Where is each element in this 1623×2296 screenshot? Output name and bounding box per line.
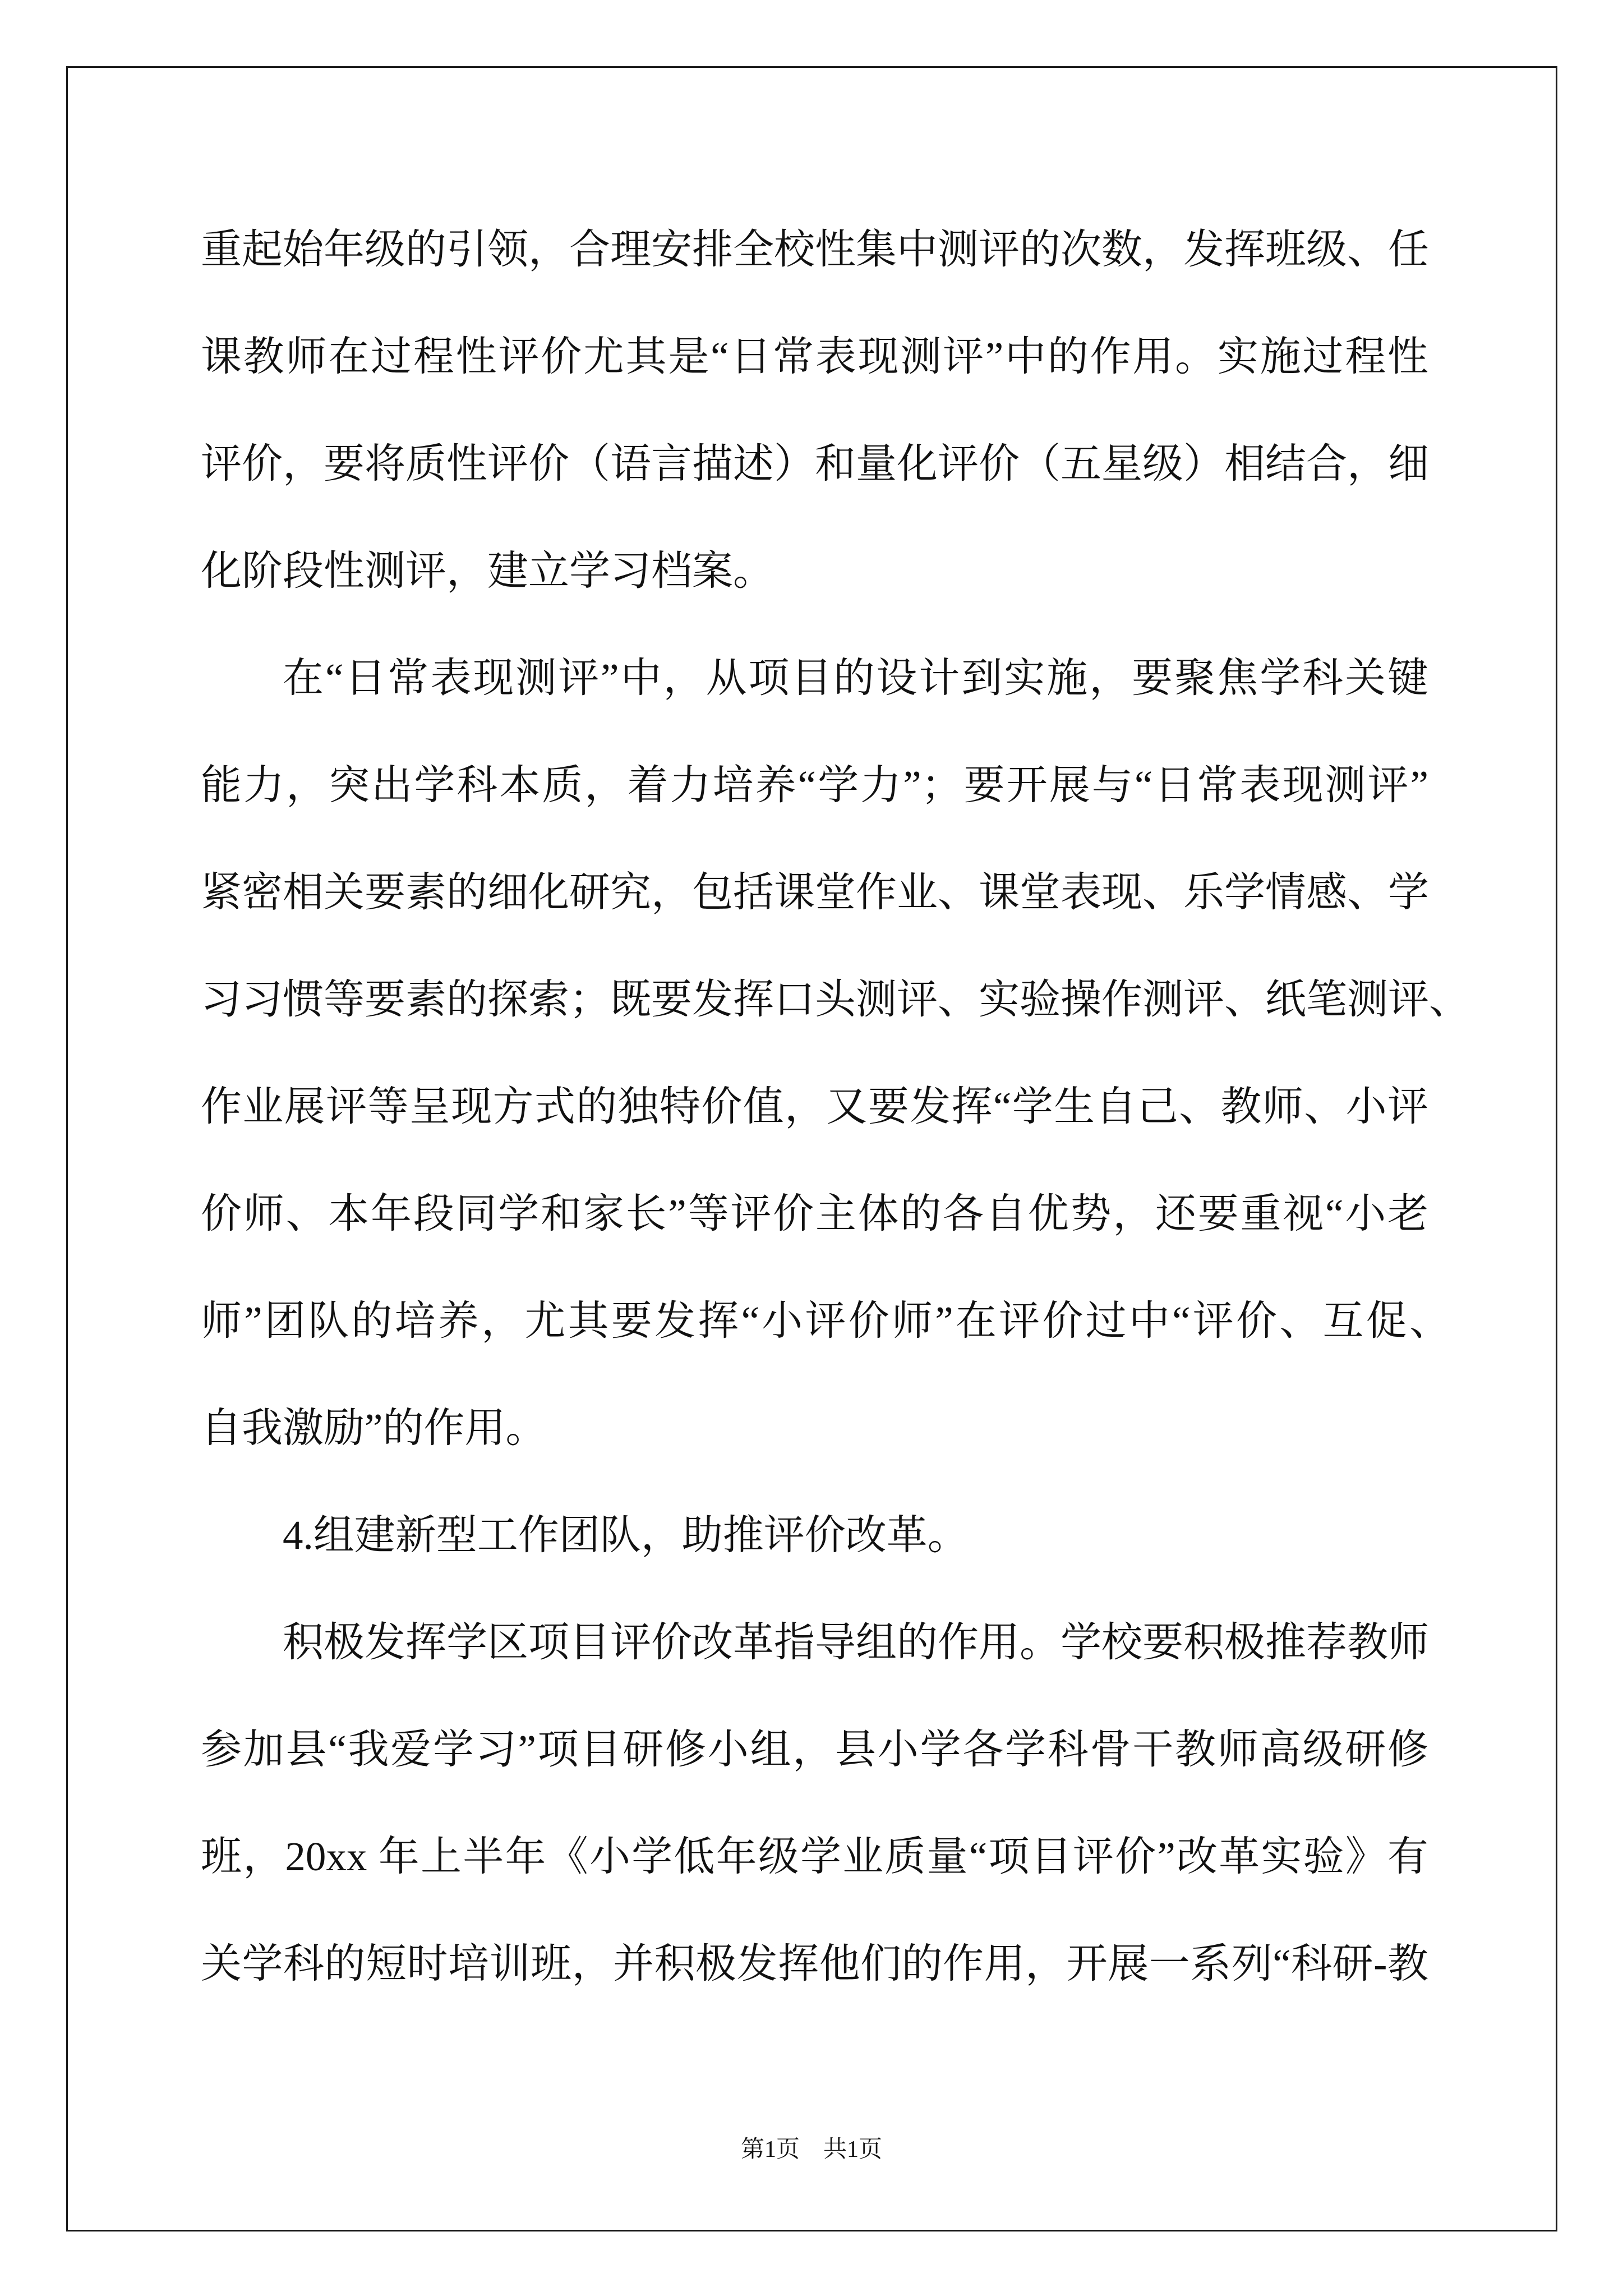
text-line: 化阶段性测评，建立学习档案。 bbox=[201, 548, 774, 593]
paragraph bbox=[201, 1589, 1428, 2017]
text-line: 积极发挥学区项目评价改革指导组的作用。学校要积极推荐教师 bbox=[283, 1619, 1429, 1665]
document-body bbox=[201, 196, 1470, 2017]
text-line: 紧密相关要素的细化研究，包括课堂作业、课堂表现、乐学情感、学 bbox=[201, 869, 1429, 915]
text-line: 价师、本年段同学和家长”等评价主体的各自优势，还要重视“小老 bbox=[201, 1191, 1428, 1236]
text-line: 课教师在过程性评价尤其是“日常表现测评”中的作用。实施过程性 bbox=[201, 334, 1428, 379]
text-line: 在“日常表现测评”中，从项目的设计到实施，要聚焦学科关键 bbox=[283, 655, 1428, 701]
text-line: 习习惯等要素的探索；既要发挥口头测评、实验操作测评、纸笔测评、 bbox=[201, 977, 1470, 1022]
text-line: 能力，突出学科本质，着力培养“学力”；要开展与“日常表现测评” bbox=[201, 762, 1428, 808]
text-line: 师”团队的培养，尤其要发挥“小评价师”在评价过中“评价、互促、 bbox=[201, 1298, 1450, 1343]
text-line: 自我激励”的作用。 bbox=[201, 1405, 547, 1451]
text-line: 参加县“我爱学习”项目研修小组，县小学各学科骨干教师高级研修 bbox=[201, 1727, 1428, 1772]
text-line: 评价，要将质性评价（语言描述）和量化评价（五星级）相结合，细 bbox=[201, 441, 1429, 486]
paragraph bbox=[201, 196, 1428, 624]
text-line: 重起始年级的引领，合理安排全校性集中测评的次数，发挥班级、任 bbox=[201, 227, 1429, 272]
text-line: 关学科的短时培训班，并积极发挥他们的作用，开展一系列“科研-教 bbox=[201, 1941, 1428, 1986]
paragraph bbox=[201, 624, 1470, 1481]
heading-line: 4.组建新型工作团队，助推评价改革。 bbox=[283, 1512, 969, 1558]
text-line: 作业展评等呈现方式的独特价值，又要发挥“学生自己、教师、小评 bbox=[201, 1084, 1428, 1129]
section-heading bbox=[201, 1481, 1428, 1589]
page-footer: 第1页 共1页 bbox=[740, 2137, 882, 2162]
text-line: 班，20xx 年上半年《小学低年级学业质量“项目评价”改革实验》有 bbox=[201, 1834, 1428, 1879]
